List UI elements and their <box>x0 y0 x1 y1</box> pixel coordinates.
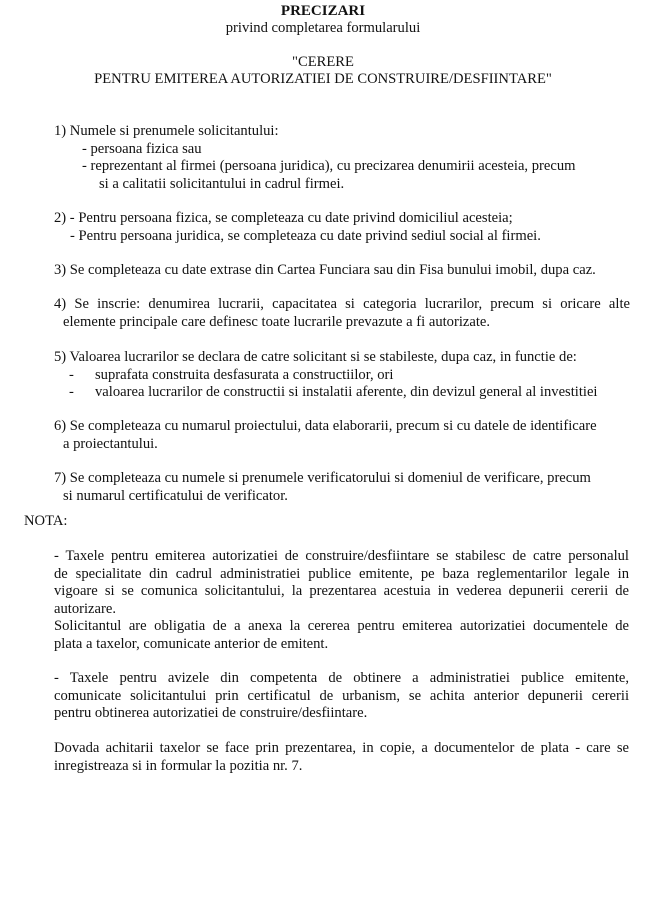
item-1 <box>54 123 630 193</box>
nota-p1-line-5: Solicitantul are obligatia de a anexa la cererea pentru emiterea autorizatiei documentele de <box>54 618 629 634</box>
item-1-option-1: - persoana fizica sau <box>82 140 202 157</box>
nota-paragraph-1 <box>54 548 629 653</box>
item-5-bullet-2-text: valoarea lucrarilor de constructii si instalatii aferente, din devizul general al investitiei <box>95 384 598 400</box>
nota-p2-line-1: - Taxele pentru avizele din competenta de obtinere a administratiei publice emitente, <box>54 670 629 686</box>
item-6 <box>54 418 630 453</box>
item-3-line-1: 3) Se completeaza cu date extrase din Cartea Funciara sau din Fisa bunului imobil, dupa caz. <box>54 262 596 278</box>
item-5-bullet-1-text: suprafata construita desfasurata a constructiilor, ori <box>95 366 394 383</box>
bullet-dash-icon: - <box>69 366 74 383</box>
form-name-line-1: "CERERE <box>292 54 354 70</box>
nota-paragraph-3 <box>54 740 629 775</box>
nota-paragraph-2 <box>54 670 629 723</box>
nota-p2-line-3: pentru obtinerea autorizatiei de construire/desfiintare. <box>54 705 368 721</box>
nota-p1-line-4: autorizare. <box>54 600 116 617</box>
item-6-line-2: a proiectantului. <box>63 435 158 452</box>
document-subtitle: privind completarea formularului <box>225 20 421 36</box>
item-2-line-1: 2) - Pentru persoana fizica, se completeaza cu date privind domiciliul acesteia; <box>54 210 513 226</box>
item-2 <box>54 210 630 245</box>
item-5-bullet-2 <box>54 384 630 402</box>
item-1-option-2: - reprezentant al firmei (persoana juridica), cu precizarea denumirii acesteia, precum <box>82 158 576 174</box>
nota-p2-line-2: comunicate solicitantului prin certificatul de urbanism, se achita anterior depunerii cererii <box>54 687 629 704</box>
item-6-line-1: 6) Se completeaza cu numarul proiectului, data elaborarii, precum si cu datele de identificare <box>54 418 597 434</box>
nota-p3-line-2: inregistreaza si in formular la pozitia nr. 7. <box>54 757 303 774</box>
item-4-line-2: elemente principale care definesc toate lucrarile prevazute a fi autorizate. <box>63 313 491 330</box>
nota-p1-line-6: plata a taxelor, comunicate anterior de emitent. <box>54 635 329 652</box>
document-title: PRECIZARI <box>280 3 366 19</box>
nota-p1-line-3: vigoare si se comunica solicitantului, la prezentarea acestuia in vederea depunerii cererii de <box>54 583 629 599</box>
item-1-heading: 1) Numele si prenumele solicitantului: <box>54 123 279 139</box>
item-7 <box>54 470 630 505</box>
item-4 <box>54 296 630 331</box>
nota-p1-line-1: - Taxele pentru emiterea autorizatiei de construire/desfiintare se stabilesc de catre personalul <box>54 548 629 564</box>
nota-p3-line-1: Dovada achitarii taxelor se face prin prezentarea, in copie, a documentelor de plata - care se <box>54 740 629 756</box>
item-7-line-1: 7) Se completeaza cu numele si prenumele verificatorului si domeniul de verificare, precum <box>54 470 591 486</box>
bullet-dash-icon: - <box>69 384 74 400</box>
nota-label: NOTA: <box>24 513 68 529</box>
item-5-bullet-1 <box>54 367 630 385</box>
item-3 <box>54 262 630 280</box>
item-5-heading: 5) Valoarea lucrarilor se declara de catre solicitant si se stabileste, dupa caz, in functie de: <box>54 349 577 365</box>
item-2-line-2: - Pentru persoana juridica, se completeaza cu date privind sediul social al firmei. <box>70 227 541 244</box>
item-7-line-2: si numarul certificatului de verificator. <box>63 487 288 504</box>
item-5 <box>54 349 630 402</box>
nota-p1-line-2: de specialitate din cadrul administratiei publice emitente, pe baza reglementarilor legale in <box>54 565 629 582</box>
item-4-line-1: 4) Se inscrie: denumirea lucrarii, capacitatea si categoria lucrarilor, precum si oricare alte <box>54 296 630 312</box>
item-1-option-2-cont: si a calitatii solicitantului in cadrul firmei. <box>99 175 345 192</box>
form-name-line-2: PENTRU EMITEREA AUTORIZATIEI DE CONSTRUIRE/DESFIINTARE" <box>94 71 552 87</box>
